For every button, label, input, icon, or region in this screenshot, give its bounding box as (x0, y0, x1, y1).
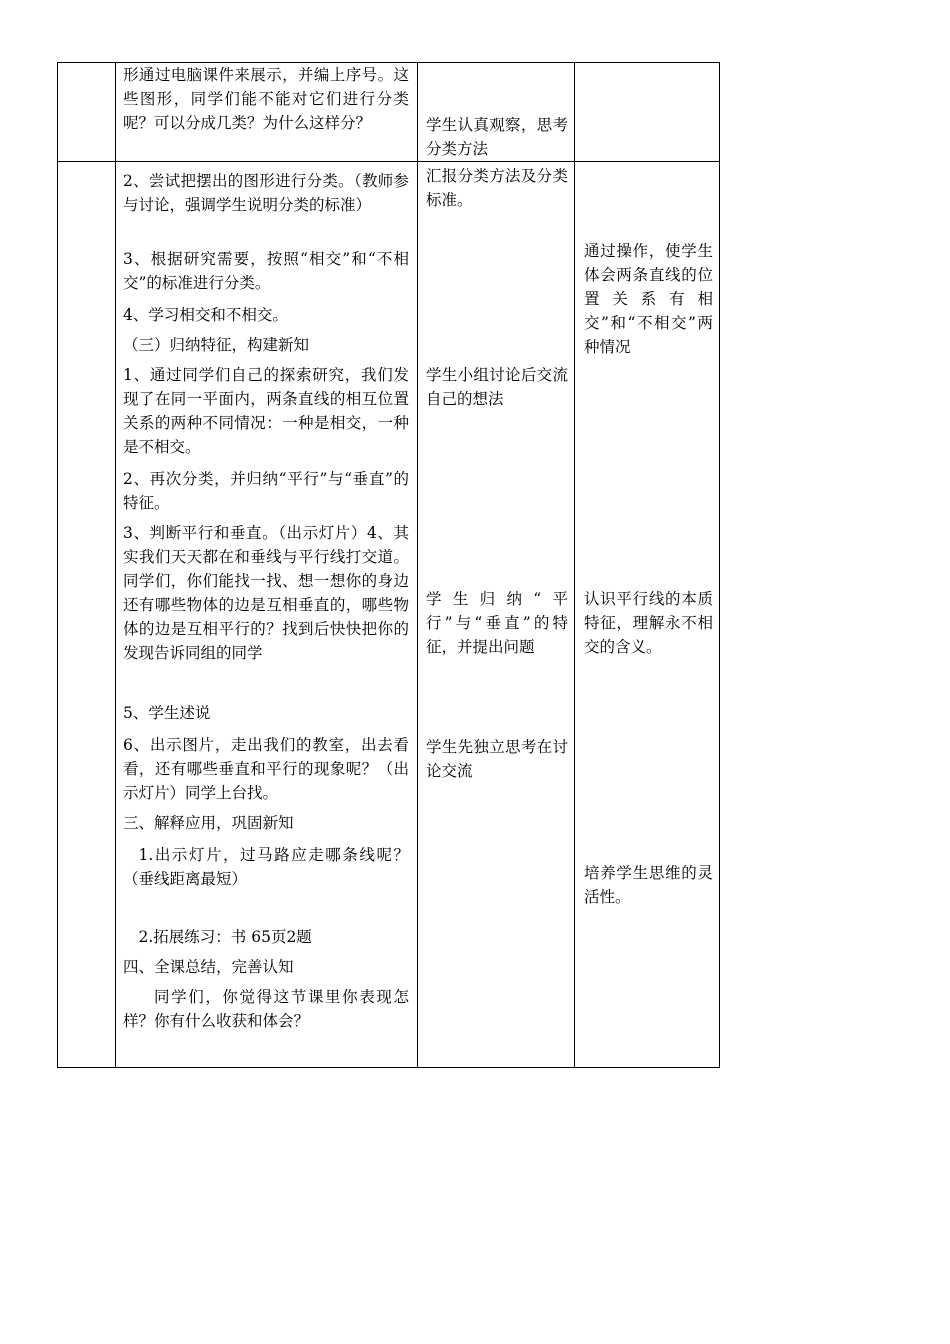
teacher-heading: （三）归纳特征，构建新知 (123, 336, 310, 354)
student-activity-text: 学生小组讨论后交流自己的想法 (426, 366, 568, 408)
teacher-activity-cell (116, 162, 418, 1068)
teacher-paragraph: 5、学生述说 (123, 704, 211, 722)
teacher-paragraph: 6、出示图片，走出我们的教室，出去看看，还有哪些垂直和平行的现象呢？（出示灯片）同学上台找。 (123, 736, 409, 802)
teacher-paragraph: 同学们，你觉得这节课里你表现怎样？你有什么收获和体会？ (123, 988, 409, 1030)
teacher-paragraph: 1.出示灯片，过马路应走哪条线呢？（垂线距离最短） (123, 846, 409, 888)
teacher-paragraph: 2.拓展练习：书 65页2题 (138, 928, 312, 946)
design-intent-cell (575, 63, 720, 162)
student-activity-text: 汇报分类方法及分类标准。 (426, 167, 568, 209)
teacher-activity-cell (116, 63, 418, 162)
teacher-paragraph: 3、判断平行和垂直。（出示灯片）4、其实我们天天都在和垂线与平行线打交道。同学们，你们能找一找、想一想你的身边还有哪些物体的边是互相垂直的，哪些物体的边是互相平行的？找到后快快把你的发现告诉同组的同学 (123, 524, 409, 662)
stage-cell (58, 162, 116, 1068)
teacher-activity-text: 形通过电脑课件来展示，并编上序号。这些图形，同学们能不能对它们进行分类呢？可以分成几类？为什么这样分？ (123, 66, 409, 132)
teacher-paragraph: 2、再次分类，并归纳“平行”与“垂直”的特征。 (123, 470, 409, 512)
table-row (58, 162, 720, 1068)
student-activity-cell (418, 162, 575, 1068)
design-intent-text: 认识平行线的本质特征，理解永不相交的含义。 (584, 590, 713, 656)
student-activity-text: 学生归纳“平行”与“垂直”的特征，并提出问题 (426, 590, 568, 656)
teacher-paragraph: 4、学习相交和不相交。 (123, 306, 288, 324)
stage-cell (58, 63, 116, 162)
design-intent-cell (575, 162, 720, 1068)
lesson-plan-table (57, 62, 720, 1068)
student-activity-text: 学生认真观察，思考分类方法 (426, 116, 568, 158)
student-activity-cell (418, 63, 575, 162)
teacher-paragraph: 3、根据研究需要，按照“相交”和“不相交”的标准进行分类。 (123, 250, 409, 292)
teacher-paragraph: 2、尝试把摆出的图形进行分类。（教师参与讨论，强调学生说明分类的标准） (123, 172, 409, 214)
table-row (58, 63, 720, 162)
teacher-paragraph: 1、通过同学们自己的探索研究，我们发现了在同一平面内，两条直线的相互位置关系的两种不同情况：一种是相交，一种是不相交。 (123, 366, 409, 456)
student-activity-text: 学生先独立思考在讨论交流 (426, 738, 568, 780)
design-intent-text: 通过操作，使学生体会两条直线的位置关系有相交”和“不相交”两种情况 (584, 242, 713, 356)
design-intent-text: 培养学生思维的灵活性。 (584, 864, 713, 906)
teacher-heading: 四、全课总结，完善认知 (123, 958, 294, 976)
teacher-heading: 三、解释应用，巩固新知 (123, 814, 294, 832)
